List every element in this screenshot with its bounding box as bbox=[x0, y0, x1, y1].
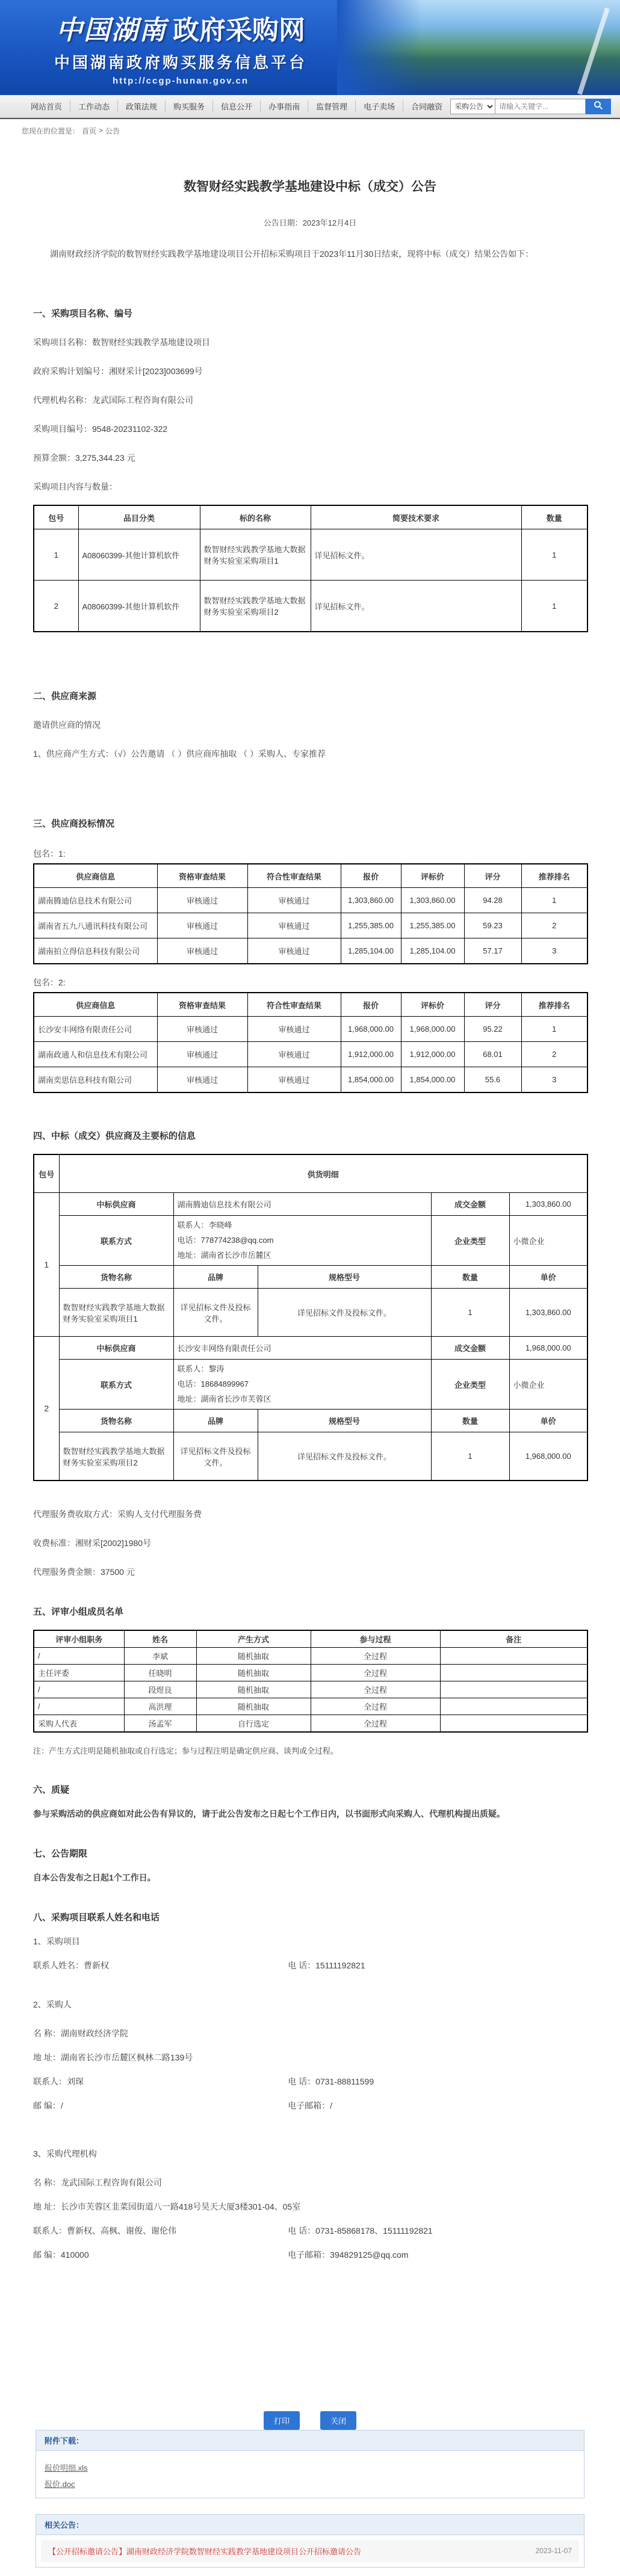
announcement-article bbox=[0, 177, 620, 2576]
nav-item-news[interactable]: 工作动态 bbox=[70, 100, 118, 112]
announcement-date: 公告日期：2023年12月4日 bbox=[263, 218, 357, 227]
cell: 湖南奕思信息科技有限公司 bbox=[34, 1067, 157, 1092]
attachments-header: 附件下载： bbox=[36, 2430, 584, 2451]
purchaser-name: 名 称：湖南财政经济学院 bbox=[33, 2028, 128, 2038]
supplier-source-line: 1、供应商产生方式：（√）公告邀请 （ ）供应商库抽取 （ ）采购人、专家推荐 bbox=[33, 748, 326, 759]
cell: 随机抽取 bbox=[196, 1647, 311, 1664]
breadcrumb-current-link[interactable]: 公告 bbox=[105, 126, 120, 135]
package-number: 1 bbox=[34, 1193, 59, 1337]
project-contact-row bbox=[33, 1959, 587, 1971]
contact-name: 联系人：曹新权、高枫、谢俊、谢伦伟 bbox=[33, 2225, 176, 2236]
col-header: 姓名 bbox=[124, 1630, 196, 1648]
search-icon bbox=[594, 100, 603, 112]
cell: 数智财经实践教学基地大数据财务实验室采购项目2 bbox=[59, 1432, 173, 1481]
attachments-list bbox=[36, 2451, 584, 2498]
cell: 采购人代表 bbox=[34, 1715, 124, 1732]
breadcrumb bbox=[0, 118, 620, 142]
purchaser-address: 地 址：湖南省长沙市岳麓区枫林二路139号 bbox=[33, 2052, 193, 2062]
row-label: 联系方式 bbox=[59, 1360, 173, 1410]
spacer bbox=[33, 2261, 587, 2411]
col-header: 规格型号 bbox=[258, 1266, 431, 1289]
col-header: 报价 bbox=[341, 993, 401, 1017]
goods-header-row bbox=[34, 1266, 587, 1289]
row-label: 企业类型 bbox=[431, 1360, 509, 1410]
cell: 3 bbox=[521, 1067, 587, 1092]
cell: 审核通过 bbox=[247, 938, 341, 964]
contact-phone: 电话：778774238@qq.com bbox=[177, 1235, 274, 1245]
cell: 全过程 bbox=[311, 1664, 440, 1681]
cell: 段煜良 bbox=[124, 1681, 196, 1698]
table-row bbox=[34, 1647, 587, 1664]
contact-address: 地址：湖南省长沙市芙蓉区 bbox=[177, 1394, 271, 1404]
cell: 1,303,860.00 bbox=[401, 888, 464, 913]
fee-method-line: 代理服务费收取方式：采购人支付代理服务费 bbox=[33, 1509, 202, 1519]
cell: 审核通过 bbox=[247, 888, 341, 913]
cell: 1 bbox=[521, 581, 587, 632]
cell: 1 bbox=[431, 1289, 509, 1337]
table-row bbox=[34, 529, 587, 581]
related-box bbox=[36, 2514, 584, 2568]
col-header: 产生方式 bbox=[196, 1630, 311, 1648]
col-header: 货物名称 bbox=[59, 1266, 173, 1289]
section4-heading: 四、中标（成交）供应商及主要标的信息 bbox=[33, 1130, 196, 1141]
sub2-title: 2、采购人 bbox=[33, 1999, 72, 2009]
page-bottom-padding bbox=[33, 2568, 587, 2576]
cell: / bbox=[34, 1681, 124, 1698]
search-button[interactable] bbox=[586, 99, 611, 114]
cell: 59.23 bbox=[464, 913, 521, 938]
logo-main-text: 政府采购网 bbox=[173, 16, 305, 45]
col-header: 数量 bbox=[431, 1266, 509, 1289]
project-name-line: 采购项目名称：数智财经实践教学基地建设项目 bbox=[33, 337, 210, 347]
section5-heading: 五、评审小组成员名单 bbox=[33, 1606, 124, 1617]
cell: 1 bbox=[521, 888, 587, 913]
related-list bbox=[36, 2535, 584, 2567]
cell: 湖南政通人和信息技术有限公司 bbox=[34, 1042, 157, 1067]
contact-address: 地址：湖南省长沙市岳麓区 bbox=[177, 1250, 271, 1260]
corner-header: 包号 bbox=[34, 1154, 59, 1193]
cell: 全过程 bbox=[311, 1681, 440, 1698]
row-label: 中标供应商 bbox=[59, 1337, 173, 1360]
sub3-title: 3、采购代理机构 bbox=[33, 2148, 97, 2158]
cell: 1,285,104.00 bbox=[341, 938, 401, 964]
col-header: 符合性审查结果 bbox=[247, 864, 341, 888]
cell: 1,285,104.00 bbox=[401, 938, 464, 964]
plan-number-line: 政府采购计划编号：湘财采计[2023]003699号 bbox=[33, 366, 203, 376]
cell: 1,912,000.00 bbox=[341, 1042, 401, 1067]
search-category-select[interactable] bbox=[450, 99, 495, 114]
cell: 审核通过 bbox=[157, 913, 247, 938]
table-row bbox=[34, 1216, 587, 1266]
cell: 2 bbox=[521, 913, 587, 938]
site-url: http://ccgp-hunan.gov.cn bbox=[112, 76, 249, 86]
site-banner bbox=[0, 0, 620, 95]
agency-zip-row bbox=[33, 2249, 587, 2261]
table-row bbox=[34, 913, 587, 938]
nav-item-emall[interactable]: 电子卖场 bbox=[356, 100, 403, 112]
purchaser-contact-row bbox=[33, 2075, 587, 2088]
table-header-row bbox=[34, 993, 587, 1017]
deal-amount: 1,303,860.00 bbox=[509, 1193, 587, 1216]
cell: 1,255,385.00 bbox=[401, 913, 464, 938]
breadcrumb-separator: > bbox=[99, 126, 104, 135]
cell: 全过程 bbox=[311, 1698, 440, 1715]
nav-item-contract-finance[interactable]: 合同融资 bbox=[411, 102, 443, 111]
invite-situation-line: 邀请供应商的情况 bbox=[33, 719, 101, 730]
section2-heading: 二、供应商来源 bbox=[33, 691, 97, 701]
cell: 数智财经实践教学基地大数据财务实验室采购项目1 bbox=[59, 1289, 173, 1337]
contact-name: 联系人：刘琛 bbox=[33, 2076, 84, 2086]
cell: 随机抽取 bbox=[196, 1698, 311, 1715]
package-number: 2 bbox=[34, 1337, 59, 1481]
page-title: 数智财经实践教学基地建设中标（成交）公告 bbox=[184, 180, 436, 194]
cell: 1,854,000.00 bbox=[341, 1067, 401, 1092]
table-row bbox=[34, 1715, 587, 1732]
table-header-row bbox=[34, 864, 587, 888]
col-header: 规格型号 bbox=[258, 1410, 431, 1432]
zip-code: 邮 编：410000 bbox=[33, 2249, 89, 2260]
cell bbox=[440, 1681, 587, 1698]
cell: 详见招标文件及投标文件。 bbox=[173, 1432, 258, 1481]
table-header-row bbox=[34, 1630, 587, 1648]
cell: 湖南拍立得信息科技有限公司 bbox=[34, 938, 157, 964]
cell: 审核通过 bbox=[247, 1067, 341, 1092]
cell: / bbox=[34, 1698, 124, 1715]
cell: 1,303,860.00 bbox=[509, 1289, 587, 1337]
nav-item-guide[interactable]: 办事指南 bbox=[261, 100, 308, 112]
row-label: 成交金额 bbox=[431, 1193, 509, 1216]
nav-item-supervision[interactable]: 监督管理 bbox=[308, 100, 356, 112]
cell: 审核通过 bbox=[157, 1067, 247, 1092]
col-header: 评标价 bbox=[401, 864, 464, 888]
col-header: 供应商信息 bbox=[34, 864, 157, 888]
table-header-row bbox=[34, 505, 587, 529]
related-announcement-link[interactable] bbox=[48, 2545, 525, 2557]
cell bbox=[440, 1664, 587, 1681]
cell: 2 bbox=[521, 1042, 587, 1067]
table-row bbox=[34, 1698, 587, 1715]
cell: 审核通过 bbox=[157, 1017, 247, 1042]
cell: 详见招标文件及投标文件。 bbox=[258, 1289, 431, 1337]
cell: 3 bbox=[521, 938, 587, 964]
project-number-line: 采购项目编号：9548-20231102-322 bbox=[33, 424, 168, 434]
contact-name: 联系人姓名：曹新权 bbox=[33, 1960, 109, 1970]
sub1-title: 1、采购项目 bbox=[33, 1936, 80, 1946]
review-panel-table bbox=[33, 1630, 588, 1733]
cell: 数智财经实践教学基地大数据财务实验室采购项目2 bbox=[200, 581, 311, 632]
cell bbox=[440, 1715, 587, 1732]
close-button[interactable]: 关闭 bbox=[320, 2411, 356, 2430]
col-header: 推荐排名 bbox=[521, 864, 587, 888]
winner-name: 长沙安丰网络有限责任公司 bbox=[173, 1337, 431, 1360]
col-header: 备注 bbox=[440, 1630, 587, 1648]
cell: 2 bbox=[34, 581, 78, 632]
row-label: 中标供应商 bbox=[59, 1193, 173, 1216]
package1-label: 包名：1: bbox=[33, 848, 66, 858]
table-row bbox=[34, 1017, 587, 1042]
table-row bbox=[34, 938, 587, 964]
col-header: 供应商信息 bbox=[34, 993, 157, 1017]
col-header: 资格审查结果 bbox=[157, 864, 247, 888]
cell: 主任评委 bbox=[34, 1664, 124, 1681]
cell: 审核通过 bbox=[157, 1042, 247, 1067]
main-navbar bbox=[0, 95, 620, 118]
cell: 数智财经实践教学基地大数据财务实验室采购项目1 bbox=[200, 529, 311, 581]
col-header: 报价 bbox=[341, 864, 401, 888]
cell: A08060399-其他计算机软件 bbox=[78, 581, 200, 632]
row-label: 联系方式 bbox=[59, 1216, 173, 1266]
nav-item-purchase-service[interactable]: 购买服务 bbox=[166, 100, 213, 112]
cell: 高洪理 bbox=[124, 1698, 196, 1715]
section6-heading: 六、质疑 bbox=[33, 1784, 70, 1795]
goods-row bbox=[34, 1289, 587, 1337]
section1-heading: 一、采购项目名称、编号 bbox=[33, 308, 133, 319]
period-body: 自本公告发布之日起1个工作日。 bbox=[33, 1872, 156, 1882]
cell: 随机抽取 bbox=[196, 1681, 311, 1698]
cell: 57.17 bbox=[464, 938, 521, 964]
col-header: 资格审查结果 bbox=[157, 993, 247, 1017]
project-items-table bbox=[33, 505, 588, 632]
cell: 1 bbox=[34, 529, 78, 581]
related-header: 相关公告： bbox=[36, 2515, 584, 2535]
contact-info bbox=[173, 1360, 431, 1410]
nav-item-policy[interactable]: 政策法规 bbox=[118, 100, 166, 112]
col-header: 简要技术要求 bbox=[311, 505, 521, 529]
email: 电子邮箱：394829125@qq.com bbox=[288, 2249, 409, 2260]
cell: 55.6 bbox=[464, 1067, 521, 1092]
section8-heading: 八、采购项目联系人姓名和电话 bbox=[33, 1912, 160, 1923]
cell: 1,912,000.00 bbox=[401, 1042, 464, 1067]
col-header: 单价 bbox=[509, 1266, 587, 1289]
agency-name: 名 称：龙武国际工程咨询有限公司 bbox=[33, 2177, 162, 2187]
contact-person: 联系人：李晓峰 bbox=[177, 1221, 232, 1230]
cell: 详见招标文件。 bbox=[311, 581, 521, 632]
col-header: 品牌 bbox=[173, 1410, 258, 1432]
package2-label: 包名：2: bbox=[33, 977, 66, 987]
col-header: 货物名称 bbox=[59, 1410, 173, 1432]
cell: 94.28 bbox=[464, 888, 521, 913]
deal-amount: 1,968,000.00 bbox=[509, 1337, 587, 1360]
cell: 自行选定 bbox=[196, 1715, 311, 1732]
contact-phone: 电话：18684899967 bbox=[177, 1379, 249, 1389]
table-row bbox=[34, 1360, 587, 1410]
col-header: 评分 bbox=[464, 993, 521, 1017]
nav-item-home[interactable]: 网站首页 bbox=[23, 100, 70, 112]
attachments-box bbox=[36, 2430, 584, 2498]
cell: 李斌 bbox=[124, 1647, 196, 1664]
agency-address: 地 址：长沙市芙蓉区韭菜园街道八一路418号昊天大厦3楼301-04、05室 bbox=[33, 2201, 301, 2211]
cell: 详见招标文件。 bbox=[311, 529, 521, 581]
table-row bbox=[34, 1042, 587, 1067]
col-header: 标的名称 bbox=[200, 505, 311, 529]
breadcrumb-home-link[interactable]: 首页 bbox=[82, 126, 97, 135]
col-header: 推荐排名 bbox=[521, 993, 587, 1017]
goods-header-row bbox=[34, 1410, 587, 1432]
table-row bbox=[34, 1681, 587, 1698]
cell: 1,968,000.00 bbox=[401, 1017, 464, 1042]
cell: 1,303,860.00 bbox=[341, 888, 401, 913]
section3-heading: 三、供应商投标情况 bbox=[33, 818, 115, 829]
winners-table bbox=[33, 1154, 588, 1481]
col-header: 数量 bbox=[431, 1410, 509, 1432]
intro-paragraph: 湖南财政经济学院的数智财经实践教学基地建设项目公开招标采购项目于2023年11月30日结束，现将中标（成交）结果公告如下： bbox=[50, 249, 534, 259]
cell: 1 bbox=[521, 529, 587, 581]
fee-amount-line: 代理服务费金额：37500 元 bbox=[33, 1567, 135, 1577]
contact-phone: 电 话：0731-88811599 bbox=[288, 2076, 374, 2086]
nav-item-info-disclosure[interactable]: 信息公开 bbox=[213, 100, 261, 112]
related-title: 湖南财政经济学院数智财经实践教学基地建设项目公开招标邀请公告 bbox=[126, 2547, 362, 2556]
table-row bbox=[34, 581, 587, 632]
col-header: 数量 bbox=[521, 505, 587, 529]
cell: 湖南腾迪信息技术有限公司 bbox=[34, 888, 157, 913]
bids-table-package2 bbox=[33, 992, 588, 1093]
col-header: 评分 bbox=[464, 864, 521, 888]
budget-line: 预算金额：3,275,344.23 元 bbox=[33, 452, 135, 463]
enterprise-type: 小微企业 bbox=[509, 1216, 587, 1266]
col-header: 评审小组职务 bbox=[34, 1630, 124, 1648]
row-label: 成交金额 bbox=[431, 1337, 509, 1360]
col-header: 品牌 bbox=[173, 1266, 258, 1289]
review-note: 注：产生方式注明是随机抽取或自行选定；参与过程注明是确定供应商、谈判或全过程。 bbox=[33, 1746, 339, 1755]
cell: / bbox=[34, 1647, 124, 1664]
enterprise-type: 小微企业 bbox=[509, 1360, 587, 1410]
table-row bbox=[34, 1067, 587, 1092]
table-header-row bbox=[34, 1154, 587, 1193]
content-quantity-line: 采购项目内容与数量： bbox=[33, 481, 117, 491]
cell bbox=[440, 1698, 587, 1715]
cell bbox=[440, 1647, 587, 1664]
col-header: 品目分类 bbox=[78, 505, 200, 529]
attachment-file-link[interactable]: 报价.doc bbox=[45, 2479, 75, 2489]
cell: 详见招标文件及投标文件。 bbox=[173, 1289, 258, 1337]
search-bar bbox=[450, 99, 611, 114]
cell: 审核通过 bbox=[157, 938, 247, 964]
col-header: 包号 bbox=[34, 505, 78, 529]
table-row bbox=[34, 888, 587, 913]
cell: 随机抽取 bbox=[196, 1664, 311, 1681]
cell: 1 bbox=[521, 1017, 587, 1042]
cell: 审核通过 bbox=[157, 888, 247, 913]
search-input[interactable] bbox=[495, 99, 586, 114]
related-tag: 【公开招标邀请公告】 bbox=[48, 2547, 127, 2556]
section7-heading: 七、公告期限 bbox=[33, 1848, 88, 1859]
cell: 1,968,000.00 bbox=[509, 1432, 587, 1481]
attachment-file-link[interactable]: 报价明细.xls bbox=[45, 2463, 88, 2473]
col-header: 符合性审查结果 bbox=[247, 993, 341, 1017]
banner-river-photo bbox=[337, 0, 620, 95]
cell: 95.22 bbox=[464, 1017, 521, 1042]
bids-table-package1 bbox=[33, 863, 588, 964]
email: 电子邮箱：/ bbox=[288, 2100, 333, 2110]
contact-person: 联系人：黎涛 bbox=[177, 1364, 225, 1374]
agency-name-line: 代理机构名称：龙武国际工程咨询有限公司 bbox=[33, 395, 193, 405]
related-item bbox=[41, 2540, 579, 2562]
related-date: 2023-11-07 bbox=[535, 2547, 572, 2556]
agency-contact-row bbox=[33, 2225, 587, 2237]
purchaser-zip-row bbox=[33, 2100, 587, 2112]
col-header: 评标价 bbox=[401, 993, 464, 1017]
table-row bbox=[34, 1337, 587, 1360]
col-header: 参与过程 bbox=[311, 1630, 440, 1648]
cell: 汤孟军 bbox=[124, 1715, 196, 1732]
table-row bbox=[34, 1664, 587, 1681]
contact-phone: 电 话：0731-85868178、15111192821 bbox=[288, 2225, 433, 2236]
cell: 1 bbox=[431, 1432, 509, 1481]
logo-calligraphy-text: 中国湖南 bbox=[56, 15, 167, 46]
cell: 长沙安丰网络有限责任公司 bbox=[34, 1017, 157, 1042]
cell: 1,854,000.00 bbox=[401, 1067, 464, 1092]
cell: 任晓明 bbox=[124, 1664, 196, 1681]
cell: 1,255,385.00 bbox=[341, 913, 401, 938]
site-logo bbox=[54, 8, 307, 86]
goods-row bbox=[34, 1432, 587, 1481]
contact-phone: 电 话：15111192821 bbox=[288, 1960, 365, 1970]
table-row bbox=[34, 1193, 587, 1216]
cell: 湖南省五九八通讯科技有限公司 bbox=[34, 913, 157, 938]
breadcrumb-prefix: 您现在的位置是： bbox=[22, 126, 80, 135]
cell: 全过程 bbox=[311, 1647, 440, 1664]
cell: 全过程 bbox=[311, 1715, 440, 1732]
contact-info bbox=[173, 1216, 431, 1266]
detail-header: 供货明细 bbox=[59, 1154, 587, 1193]
challenge-body: 参与采购活动的供应商如对此公告有异议的，请于此公告发布之日起七个工作日内，以书面形式向采购人、代理机构提出质疑。 bbox=[33, 1808, 505, 1819]
cell: A08060399-其他计算机软件 bbox=[78, 529, 200, 581]
zip-code: 邮 编：/ bbox=[33, 2100, 63, 2110]
action-buttons bbox=[33, 2411, 587, 2430]
site-subtitle: 中国湖南政府购买服务信息平台 bbox=[54, 54, 308, 72]
cell: 审核通过 bbox=[247, 1017, 341, 1042]
cell: 审核通过 bbox=[247, 913, 341, 938]
cell: 68.01 bbox=[464, 1042, 521, 1067]
cell: 1,968,000.00 bbox=[341, 1017, 401, 1042]
cell: 审核通过 bbox=[247, 1042, 341, 1067]
print-button[interactable]: 打印 bbox=[264, 2411, 300, 2430]
fee-standard-line: 收费标准：湘财采[2002]1980号 bbox=[33, 1538, 152, 1548]
winner-name: 湖南腾迪信息技术有限公司 bbox=[173, 1193, 431, 1216]
row-label: 企业类型 bbox=[431, 1216, 509, 1266]
col-header: 单价 bbox=[509, 1410, 587, 1432]
cell: 详见招标文件及投标文件。 bbox=[258, 1432, 431, 1481]
